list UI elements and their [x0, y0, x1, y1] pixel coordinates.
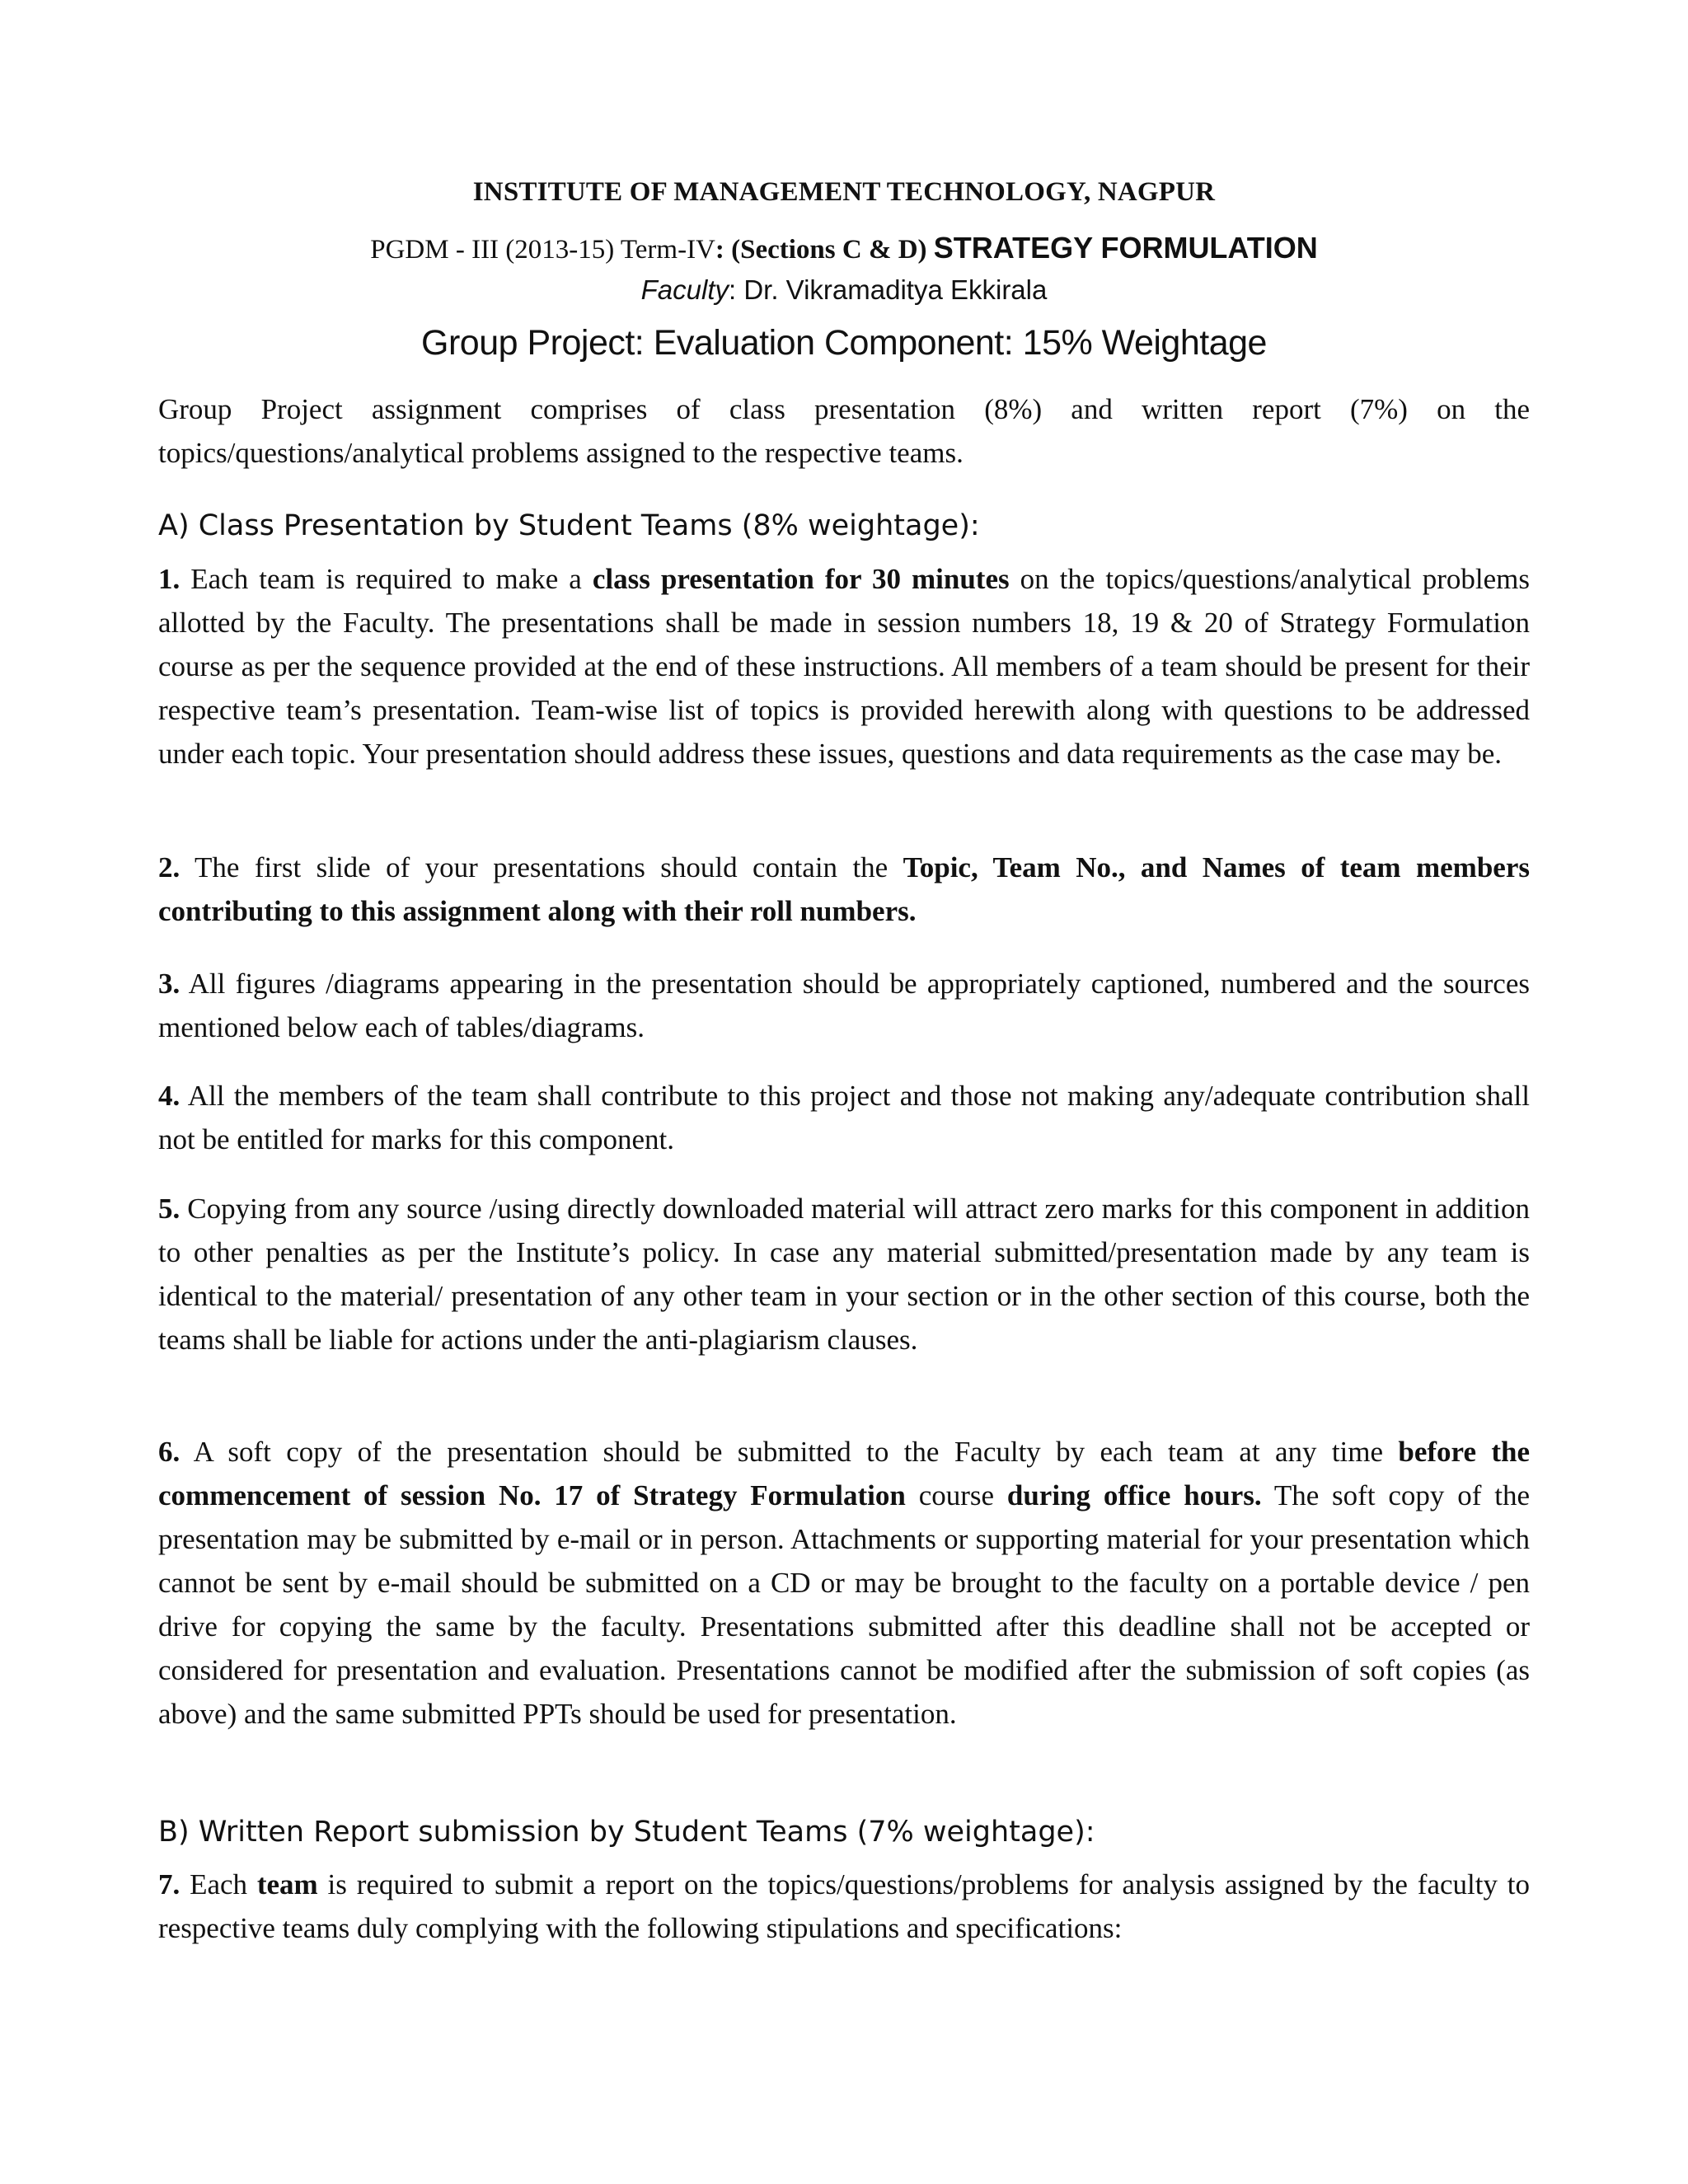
paragraph-number: 5. — [158, 1193, 181, 1225]
paragraph-6 — [158, 1430, 1530, 1736]
paragraph-number: 2. — [158, 851, 181, 883]
faculty-line — [0, 274, 1688, 306]
paragraph-emphasis: before the commencement of session No. 17 of Strategy Formulation — [158, 1436, 1531, 1511]
paragraph-text: is required to submit a report on the topics/questions/problems for analysis assigned by the faculty to respective teams duly complying with the following stipulations and specifications: — [158, 1868, 1531, 1944]
paragraph-2 — [158, 846, 1530, 933]
paragraph-number: 3. — [158, 968, 181, 1000]
paragraph-text: course — [905, 1479, 1007, 1511]
intro-paragraph: Group Project assignment comprises of class presentation (8%) and written report (7%) on the topics/questions/analytical problems assigned to the respective teams. — [158, 393, 1530, 469]
paragraph-text: Each — [180, 1868, 257, 1900]
paragraph-number: 1. — [158, 563, 181, 595]
paragraph-text: on the topics/questions/analytical problems allotted by the Faculty. The presentations shall be made in session numbers 18, 19 & 20 of Strategy Formulation course as per the sequence provided at the end of these instructions. All members of a team should be present for their respective team’s presentation. Team-wise list of topics is provided herewith along with questions to be addressed under each topic. Your presentation should address these issues, questions and data requirements as the case may be. — [158, 563, 1530, 770]
paragraph-text: The first slide of your presentations should contain the — [180, 851, 903, 883]
paragraph-emphasis: team — [256, 1868, 318, 1900]
paragraph-number: 4. — [158, 1080, 181, 1112]
paragraph-text: The soft copy of the presentation may be submitted by e-mail or in person. Attachments or supporting material for your presentation which cannot be sent by e-mail should be submitted on a CD or may be brought to the faculty on a portable device / pen drive for copying the same by the faculty. Presentations submitted after this deadline shall not be accepted or considered for presentation and evaluation. Presentations cannot be modified after the submission of soft copies (as above) and the same submitted PPTs should be used for presentation. — [158, 1479, 1530, 1730]
paragraph-text: Each team is required to make a — [180, 563, 593, 595]
paragraph-text: All figures /diagrams appearing in the presentation should be appropriately captioned, numbered and the sources mentioned below each of tables/diagrams. — [158, 968, 1530, 1043]
paragraph-4 — [158, 1074, 1530, 1161]
paragraph-number: 6. — [158, 1436, 181, 1468]
section-a-heading: A) Class Presentation by Student Teams (8% weightage): — [158, 509, 980, 542]
course-line — [0, 231, 1688, 265]
paragraph-text: All the members of the team shall contribute to this project and those not making any/adequate contribution shall not be entitled for marks for this component. — [158, 1080, 1530, 1155]
section-b-heading: B) Written Report submission by Student Teams (7% weightage): — [158, 1816, 1095, 1849]
paragraph-text: Copying from any source /using directly downloaded material will attract zero marks for this component in addition to other penalties as per the Institute’s policy. In case any material submitted/presentation made by any team is identical to the material/ presentation of any other team in your section or in the other section of this course, both the teams shall be liable for actions under the anti-plagiarism clauses. — [158, 1193, 1530, 1356]
paragraph-text: A soft copy of the presentation should be submitted to the Faculty by each team at any time — [180, 1436, 1399, 1468]
paragraph-5 — [158, 1187, 1530, 1361]
course-sections: : (Sections C & D) — [715, 235, 927, 265]
course-prefix: PGDM - III (2013-15) Term-IV — [370, 235, 715, 265]
paragraph-emphasis: Topic, Team No., and Names of team members contributing to this assignment along with their roll numbers. — [158, 851, 1530, 927]
paragraph-1 — [158, 557, 1530, 776]
course-name: STRATEGY FORMULATION — [933, 231, 1318, 265]
paragraph-7 — [158, 1863, 1530, 1950]
faculty-label: Faculty — [640, 274, 729, 305]
faculty-name: : Dr. Vikramaditya Ekkirala — [729, 274, 1048, 305]
paragraph-emphasis: class presentation for 30 minutes — [592, 563, 1010, 595]
paragraph-emphasis: during office hours. — [1006, 1479, 1262, 1511]
institute-name: INSTITUTE OF MANAGEMENT TECHNOLOGY, NAGPUR — [472, 177, 1216, 207]
page-title: Group Project: Evaluation Component: 15% Weightage — [421, 323, 1267, 363]
paragraph-3 — [158, 962, 1530, 1049]
paragraph-number: 7. — [158, 1868, 181, 1900]
